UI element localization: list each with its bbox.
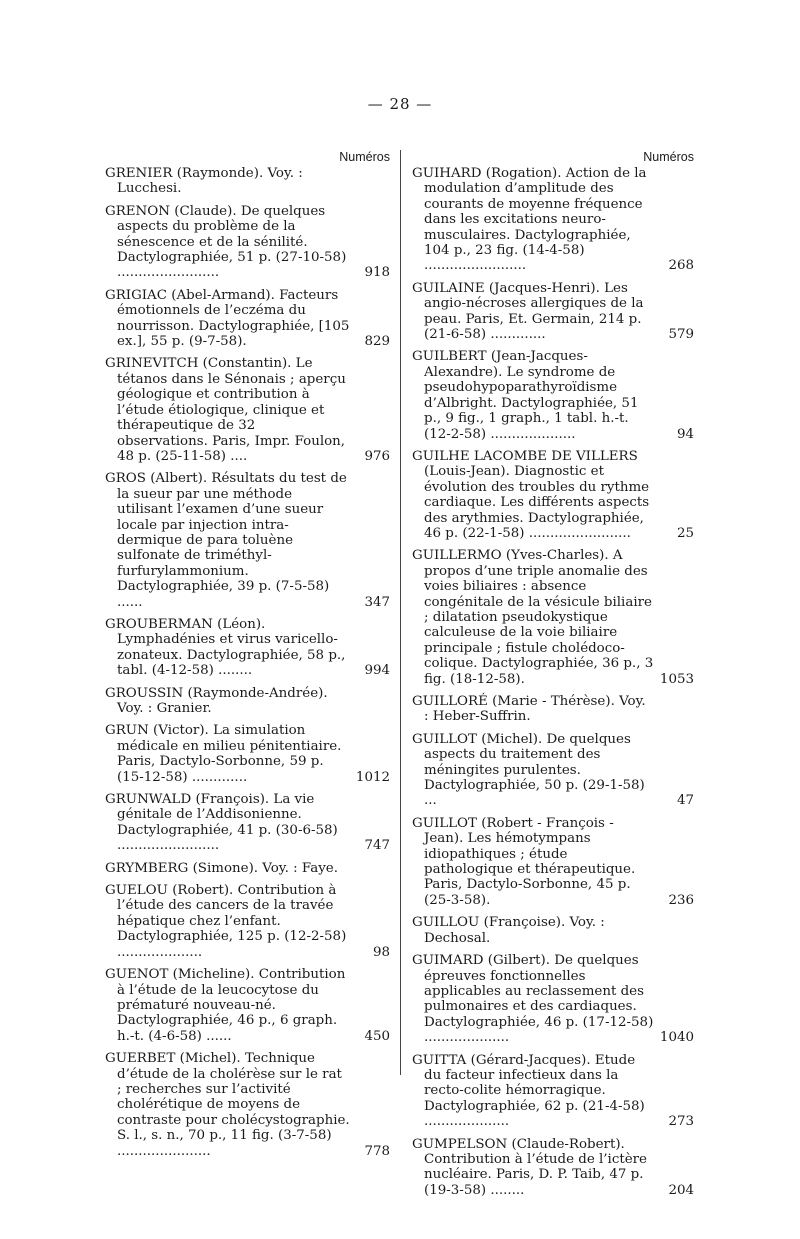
entry-number: 778 — [364, 1143, 390, 1159]
entry-author-name: GUMPELSON — [412, 1136, 508, 1152]
entry-author-name: GRUNWALD — [105, 792, 192, 808]
column-divider — [400, 150, 401, 1075]
entry-body — [412, 1053, 654, 1130]
entry-number: 918 — [364, 265, 390, 281]
entry-description: (Jean-Jacques-Alexandre). Le syndrome de pseudohypoparathyroïdisme d’Albright. Dactylographiée, 51 p., 9 fig., 1 graph., 1 tabl. h.-t. (12-2-58) .................... — [424, 349, 639, 442]
index-entry — [412, 694, 694, 725]
entry-author-name: GRINEVITCH — [105, 356, 199, 372]
index-entry — [105, 166, 390, 197]
entry-description: (Micheline). Contribution à l’étude de la leucocytose du prématuré nouveau-né. Dactylographiée, 46 p., 6 graph. h.-t. (4-6-58) ...... — [117, 967, 346, 1044]
entry-body — [412, 694, 654, 725]
entry-body — [105, 166, 350, 197]
entry-number: 25 — [676, 525, 694, 541]
entry-number: 976 — [364, 448, 390, 464]
right-column-header: Numéros — [643, 150, 694, 164]
entry-number: 829 — [364, 334, 390, 350]
index-entry — [105, 204, 390, 281]
entry-number: 1012 — [355, 769, 390, 785]
entry-body — [105, 686, 350, 717]
entry-description: (Louis-Jean). Diagnostic et évolution des troubles du rythme cardiaque. Les différents aspects des arythmies. Dactylographiée, 46 p. (22-1-58) ........................ — [424, 464, 650, 541]
index-entry — [105, 288, 390, 350]
index-entry — [412, 816, 694, 908]
index-entry — [105, 356, 390, 464]
entry-author-name: GUERBET — [105, 1051, 176, 1067]
entry-body — [105, 204, 350, 281]
entry-number: 94 — [676, 426, 694, 442]
entry-description: (Victor). La simulation médicale en milieu pénitentiaire. Paris, Dactylo-Sorbonne, 59 p. (15-12-58) ............. — [117, 723, 342, 785]
entry-description: (Michel). De quelques aspects du traitement des méningites purulentes. Dactylographiée, 50 p. (29-1-58) ... — [424, 731, 645, 809]
entry-author-name: GRENIER — [105, 166, 173, 181]
entry-author-name: GRUN — [105, 723, 149, 739]
entry-number: 47 — [676, 793, 694, 809]
entry-body — [105, 967, 350, 1044]
entry-author-name: GUENOT — [105, 967, 169, 983]
entry-author-name: GUILLERMO — [412, 548, 502, 564]
index-entry — [105, 723, 390, 785]
entry-number: 1040 — [659, 1030, 694, 1046]
entry-description: (Claude-Robert). Contribution à l’étude de l’ictère nucléaire. Paris, D. P. Taib, 47 p. (19-3-58) ........ — [424, 1136, 647, 1198]
entry-description: (Yves-Charles). A propos d’une triple anomalie des voies biliaires : absence congénitale de la vésicule biliaire ; dilatation pseudokystique calculeuse de la voie biliaire principale ; fistule cholédoco-colique. Dactylographiée, 36 p., 3 fig. (18-12-58). — [424, 548, 654, 687]
entry-body — [105, 883, 350, 960]
entry-description: (Simone). Voy. : Faye. — [192, 860, 338, 876]
entry-body — [105, 617, 350, 679]
entry-author-name: GUILLOT — [412, 815, 477, 831]
entry-number: 273 — [668, 1114, 694, 1130]
index-entry — [412, 953, 694, 1045]
entry-body — [412, 449, 654, 541]
entry-body — [412, 915, 654, 946]
index-entry — [412, 1137, 694, 1199]
index-entry — [412, 349, 694, 441]
index-entry — [412, 166, 694, 274]
entry-body — [105, 1051, 350, 1159]
entry-author-name: GROS — [105, 471, 146, 487]
entry-number: 579 — [668, 327, 694, 343]
index-entry — [105, 967, 390, 1044]
entry-author-name: GRIGIAC — [105, 287, 167, 303]
left-entries — [105, 166, 390, 1159]
entry-author-name: GRYMBERG — [105, 860, 189, 876]
entry-description: (Albert). Résultats du test de la sueur par une méthode utilisant l’examen d’une sueur locale par injection intra-dermique de para toluène sulfonate de triméthyl-furfurylammonium. Dactylographiée, 39 p. (7-5-58) ...... — [117, 471, 347, 610]
entry-description: (Léon). Lymphadénies et virus varicello-zonateux. Dactylographiée, 58 p., tabl. (4-12-58) ........ — [117, 616, 346, 679]
entry-description: (Françoise). Voy. : Dechosal. — [424, 915, 605, 946]
entry-number: 236 — [668, 892, 694, 908]
entry-number: 450 — [364, 1028, 390, 1044]
page-number: — 28 — — [367, 95, 433, 113]
entry-body — [412, 281, 654, 343]
entry-author-name: GUILLOU — [412, 915, 480, 931]
entry-body — [105, 861, 350, 876]
entry-number: 268 — [668, 258, 694, 274]
entry-description: (Claude). De quelques aspects du problème de la sénescence et de la sénilité. Dactylographiée, 51 p. (27-10-58) ........................ — [117, 203, 347, 281]
index-entry — [105, 861, 390, 876]
entry-body — [105, 723, 350, 785]
entry-author-name: GUILAINE — [412, 280, 485, 296]
entry-body — [105, 471, 350, 610]
index-entry — [105, 471, 390, 610]
entry-body — [412, 166, 654, 274]
entry-body — [412, 953, 654, 1045]
entry-description: (Constantin). Le tétanos dans le Sénonais ; aperçu géologique et contribution à l’étude étiologique, clinique et thérapeutique de 32 observations. Paris, Impr. Foulon, 48 p. (25-11-58) .... — [117, 356, 346, 464]
left-column — [105, 148, 390, 1166]
entry-description: (Robert - François - Jean). Les hémotympans idiopathiques ; étude pathologique et thérapeutique. Paris, Dactylo-Sorbonne, 45 p. (25-3-58). — [424, 815, 636, 908]
entry-body — [105, 792, 350, 854]
index-entry — [412, 1053, 694, 1130]
entry-author-name: GUELOU — [105, 883, 168, 899]
index-entry — [105, 883, 390, 960]
entry-body — [105, 356, 350, 464]
index-entry — [412, 281, 694, 343]
entry-description: (Michel). Technique d’étude de la cholérèse sur le rat ; recherches sur l’activité cholérétique de moyens de contraste pour cholécystographie. S. l., s. n., 70 p., 11 fig. (3-7-58) ...................... — [117, 1051, 350, 1159]
entry-body — [412, 1137, 654, 1199]
entry-description: (François). La vie génitale de l’Addisonienne. Dactylographiée, 41 p. (30-6-58) ........................ — [117, 792, 338, 854]
entry-author-name: GUILLOT — [412, 731, 477, 747]
entry-author-name: GUILBERT — [412, 349, 487, 365]
entry-number: 1053 — [659, 671, 694, 687]
entry-body — [412, 349, 654, 441]
index-entry — [105, 686, 390, 717]
right-entries — [412, 166, 694, 1198]
entry-body — [412, 816, 654, 908]
entry-description: (Jacques-Henri). Les angio-nécroses allergiques de la peau. Paris, Et. Germain, 214 p. (21-6-58) ............. — [424, 280, 644, 343]
entry-description: (Abel-Armand). Facteurs émotionnels de l’eczéma du nourrisson. Dactylographiée, [105 ex.], 55 p. (9-7-58). — [117, 287, 350, 350]
index-entry — [105, 792, 390, 854]
entry-author-name: GRENON — [105, 203, 170, 219]
index-entry — [105, 617, 390, 679]
entry-author-name: GUITTA — [412, 1052, 467, 1068]
entry-body — [105, 288, 350, 350]
entry-number: 347 — [364, 594, 390, 610]
entry-body — [412, 732, 654, 809]
entry-author-name: GROUSSIN — [105, 685, 184, 701]
entry-description: (Gérard-Jacques). Etude du facteur infectieux dans la recto-colite hémorragique. Dactylographiée, 62 p. (21-4-58) .................... — [424, 1052, 645, 1130]
entry-number: 98 — [372, 944, 390, 960]
entry-description: (Marie - Thérèse). Voy. : Heber-Suffrin. — [424, 694, 646, 725]
index-entry — [412, 449, 694, 541]
index-entry — [412, 915, 694, 946]
index-entry — [105, 1051, 390, 1159]
entry-number: 994 — [364, 663, 390, 679]
entry-description: (Raymonde-Andrée). Voy. : Granier. — [117, 685, 328, 716]
entry-description: (Raymonde). Voy. : Lucchesi. — [117, 166, 303, 197]
entry-number: 747 — [364, 838, 390, 854]
entry-author-name: GUILHE LACOMBE DE VILLERS — [412, 448, 638, 464]
entry-author-name: GROUBERMAN — [105, 616, 213, 632]
index-entry — [412, 732, 694, 809]
entry-number: 204 — [668, 1182, 694, 1198]
entry-author-name: GUILLORÉ — [412, 694, 488, 709]
entry-description: (Gilbert). De quelques épreuves fonctionnelles applicables au reclassement des pulmonaires et des cardiaques. Dactylographiée, 46 p. (17-12-58) .................... — [424, 953, 654, 1046]
right-column — [412, 148, 694, 1205]
entry-author-name: GUIMARD — [412, 953, 484, 969]
entry-body — [412, 548, 654, 687]
index-entry — [412, 548, 694, 687]
entry-description: (Robert). Contribution à l’étude des cancers de la travée hépatique chez l’enfant. Dactylographiée, 125 p. (12-2-58) .................... — [117, 883, 347, 960]
left-column-header: Numéros — [339, 150, 390, 164]
entry-description: (Rogation). Action de la modulation d’amplitude des courants de moyenne fréquence dans les excitations neuro-musculaires. Dactylographiée, 104 p., 23 fig. (14-4-58) ........................ — [424, 166, 647, 274]
entry-author-name: GUIHARD — [412, 166, 482, 181]
